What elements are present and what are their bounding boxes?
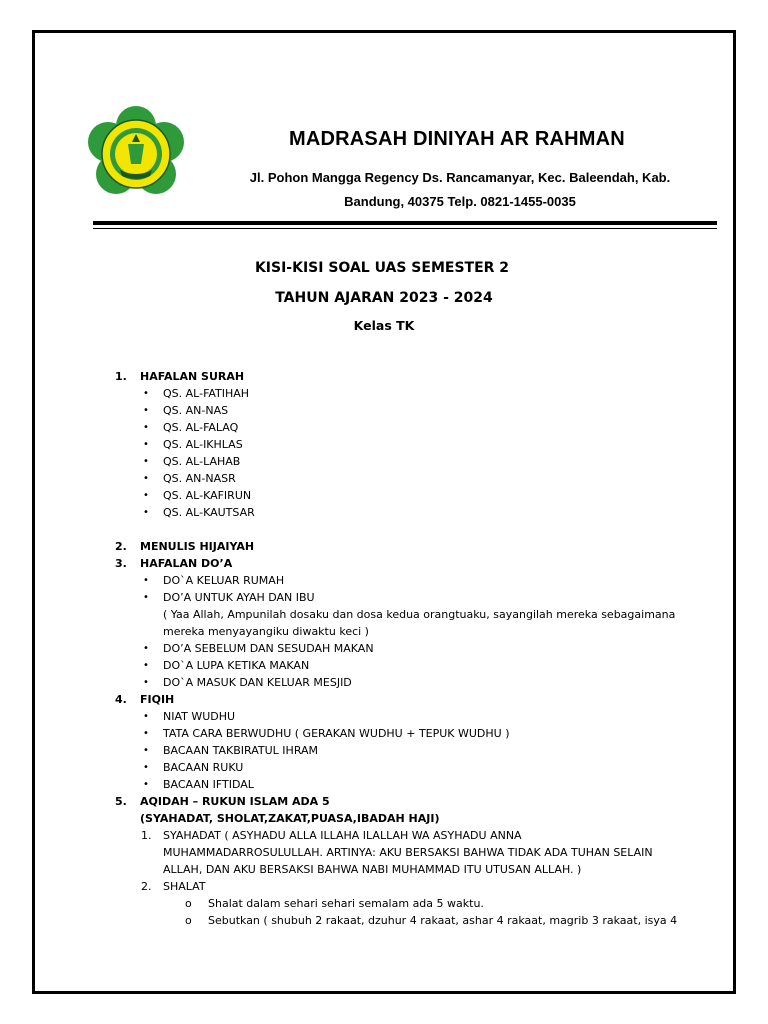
school-logo (84, 104, 188, 204)
list-item: • QS. AL-KAUTSAR (143, 506, 255, 519)
school-address (230, 166, 690, 214)
list-item: • QS. AL-FATIHAH (143, 387, 250, 400)
school-name: MADRASAH DINIYAH AR RAHMAN (289, 128, 625, 150)
sub-number: 1. (141, 829, 152, 842)
list-item: • QS. AL-KAFIRUN (143, 489, 252, 502)
class-level: Kelas TK (353, 318, 415, 333)
header-rule-thick (93, 221, 717, 225)
document-title: KISI-KISI SOAL UAS SEMESTER 2 (254, 260, 510, 276)
section-heading (0, 793, 768, 810)
list-item: • BACAAN IFTIDAL (143, 778, 254, 791)
sub-list-item: 1. SYAHADAT ( ASYHADU ALLA ILLAHA ILALLAH WA ASYHADU ANNA (141, 829, 522, 842)
address-line-2: Bandung, 40375 Telp. 0821-1455-0035 (344, 194, 576, 209)
circle-bullet-icon: o (185, 914, 192, 927)
bullet-icon: • (143, 711, 149, 722)
section-number: 2. (115, 540, 127, 553)
list-item: • QS. AN-NAS (143, 404, 229, 417)
academic-year: TAHUN AJARAN 2023 - 2024 (275, 290, 493, 306)
sub-number: 2. (141, 880, 152, 893)
list-item: • DO`A MASUK DAN KELUAR MESJID (143, 676, 352, 689)
section-title: MENULIS HIJAIYAH (140, 540, 255, 553)
list-item: • QS. AL-IKHLAS (143, 438, 243, 451)
section-title: FIQIH (140, 693, 175, 706)
sub-list-item: 2. SHALAT (141, 880, 206, 893)
bullet-icon: • (143, 422, 149, 433)
list-item: • QS. AN-NASR (143, 472, 236, 485)
bullet-icon: • (143, 660, 149, 671)
bullet-icon: • (143, 473, 149, 484)
bullet-icon: • (143, 728, 149, 739)
header-rule-thin (93, 228, 717, 229)
section-heading (0, 555, 768, 572)
bullet-icon: • (143, 456, 149, 467)
list-item: • QS. AL-FALAQ (143, 421, 239, 434)
spacer (0, 521, 768, 538)
section-title: AQIDAH – RUKUN ISLAM ADA 5 (140, 795, 330, 808)
bullet-icon: • (143, 575, 149, 586)
bullet-icon: • (143, 388, 149, 399)
bullet-icon: • (143, 677, 149, 688)
bullet-icon: • (143, 643, 149, 654)
bullet-icon: • (143, 592, 149, 603)
prayer-note: mereka menyayangiku diwaktu keci ) (163, 625, 369, 638)
bullet-icon: • (143, 779, 149, 790)
section-title: HAFALAN SURAH (140, 370, 245, 383)
section-subtitle: (SYAHADAT, SHOLAT,ZAKAT,PUASA,IBADAH HAJI) (140, 812, 440, 825)
bullet-icon: • (143, 405, 149, 416)
section-number: 4. (115, 693, 127, 706)
section-number: 5. (115, 795, 127, 808)
bullet-icon: • (143, 762, 149, 773)
section-heading (0, 368, 768, 385)
list-item: • BACAAN TAKBIRATUL IHRAM (143, 744, 319, 757)
prayer-note: ( Yaa Allah, Ampunilah dosaku dan dosa kedua orangtuaku, sayangilah mereka sebagaimana (163, 608, 676, 621)
section-heading (0, 538, 768, 555)
list-item: • DO`A KELUAR RUMAH (143, 574, 285, 587)
nested-list-item: o Shalat dalam sehari sehari semalam ada 5 waktu. (185, 897, 484, 910)
section-number: 3. (115, 557, 127, 570)
list-item: • DO’A UNTUK AYAH DAN IBU (143, 591, 315, 604)
list-item: • DO`A LUPA KETIKA MAKAN (143, 659, 310, 672)
section-heading (0, 691, 768, 708)
bullet-icon: • (143, 507, 149, 518)
sub-list-continuation: MUHAMMADARROSULULLAH. ARTINYA: AKU BERSAKSI BAHWA TIDAK ADA TUHAN SELAIN (163, 846, 653, 859)
bullet-icon: • (143, 745, 149, 756)
sub-list-continuation: ALLAH, DAN AKU BERSAKSI BAHWA NABI MUHAMMAD ITU UTUSAN ALLAH. ) (163, 863, 582, 876)
list-item: • TATA CARA BERWUDHU ( GERAKAN WUDHU + TEPUK WUDHU ) (143, 727, 510, 740)
nested-list-item: o Sebutkan ( shubuh 2 rakaat, dzuhur 4 rakaat, ashar 4 rakaat, magrib 3 rakaat, isya 4 (185, 914, 678, 927)
list-item: • DO’A SEBELUM DAN SESUDAH MAKAN (143, 642, 374, 655)
list-item: • QS. AL-LAHAB (143, 455, 241, 468)
section-number: 1. (115, 370, 127, 383)
list-item: • BACAAN RUKU (143, 761, 244, 774)
exam-outline (0, 368, 768, 929)
bullet-icon: • (143, 490, 149, 501)
section-title: HAFALAN DO’A (140, 557, 233, 570)
circle-bullet-icon: o (185, 897, 192, 910)
bullet-icon: • (143, 439, 149, 450)
list-item: • NIAT WUDHU (143, 710, 236, 723)
address-line-1: Jl. Pohon Mangga Regency Ds. Rancamanyar, Kec. Baleendah, Kab. (249, 170, 671, 185)
